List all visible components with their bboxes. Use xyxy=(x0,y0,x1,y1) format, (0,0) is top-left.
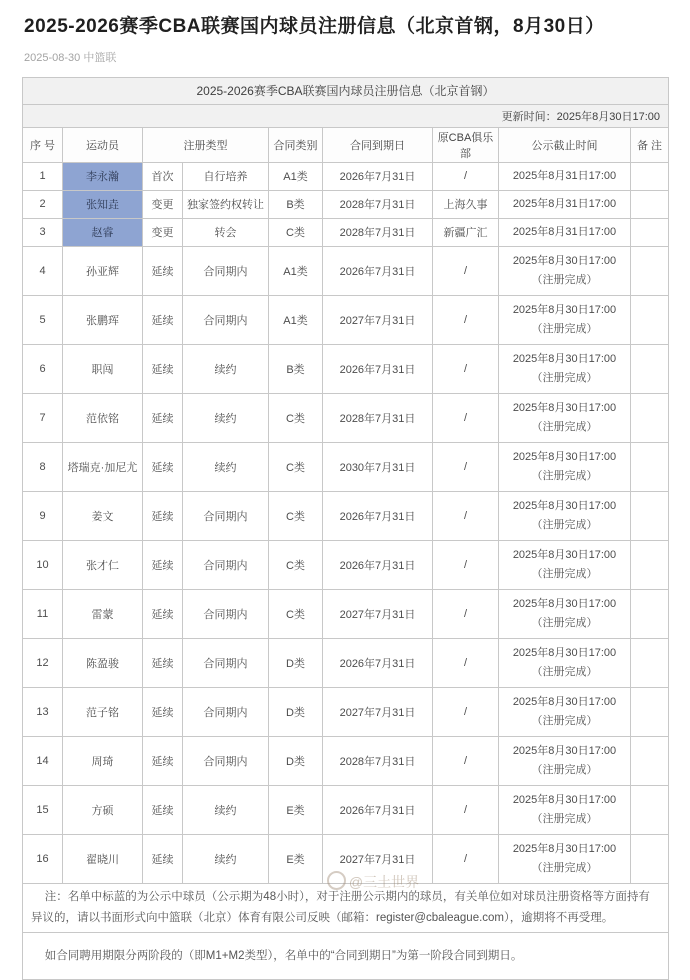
deadline-line2: （注册完成） xyxy=(531,273,598,286)
note-row-2 xyxy=(23,933,669,980)
table-row xyxy=(23,687,669,736)
reg-type: 续约 xyxy=(183,834,269,883)
player-name: 张鹏珲 xyxy=(63,295,143,344)
reg-action: 延续 xyxy=(143,638,183,687)
remark-cell xyxy=(631,736,669,785)
notice-deadline xyxy=(499,393,631,442)
reg-type: 合同期内 xyxy=(183,246,269,295)
notice-deadline xyxy=(499,589,631,638)
contract-expiry: 2027年7月31日 xyxy=(323,687,433,736)
reg-type: 合同期内 xyxy=(183,491,269,540)
reg-action: 延续 xyxy=(143,540,183,589)
contract-expiry: 2026年7月31日 xyxy=(323,162,433,190)
contract-expiry: 2026年7月31日 xyxy=(323,638,433,687)
deadline-line1: 2025年8月31日17:00 xyxy=(512,169,617,182)
contract-class: B类 xyxy=(269,190,323,218)
reg-type: 续约 xyxy=(183,393,269,442)
table-row xyxy=(23,540,669,589)
deadline-line1: 2025年8月30日17:00 xyxy=(512,499,617,512)
reg-type: 合同期内 xyxy=(183,736,269,785)
row-no: 12 xyxy=(23,638,63,687)
deadline-line1: 2025年8月30日17:00 xyxy=(512,793,617,806)
deadline-line2: （注册完成） xyxy=(531,567,598,580)
header-former-club: 原CBA俱乐部 xyxy=(433,127,499,162)
contract-class: D类 xyxy=(269,638,323,687)
contract-expiry: 2028年7月31日 xyxy=(323,218,433,246)
remark-cell xyxy=(631,190,669,218)
reg-type: 合同期内 xyxy=(183,540,269,589)
contract-class: D类 xyxy=(269,687,323,736)
reg-type: 合同期内 xyxy=(183,638,269,687)
table-row xyxy=(23,393,669,442)
former-club: / xyxy=(433,491,499,540)
row-no: 2 xyxy=(23,190,63,218)
reg-type: 合同期内 xyxy=(183,589,269,638)
table-row xyxy=(23,638,669,687)
header-contract-class: 合同类别 xyxy=(269,127,323,162)
page-title: 2025-2026赛季CBA联赛国内球员注册信息（北京首钢，8月30日） xyxy=(24,16,605,37)
table-row xyxy=(23,344,669,393)
deadline-line1: 2025年8月30日17:00 xyxy=(512,646,617,659)
former-club: / xyxy=(433,785,499,834)
contract-class: A1类 xyxy=(269,246,323,295)
deadline-line1: 2025年8月30日17:00 xyxy=(512,842,617,855)
reg-action: 延续 xyxy=(143,785,183,834)
contract-expiry: 2028年7月31日 xyxy=(323,190,433,218)
contract-class: C类 xyxy=(269,491,323,540)
player-name: 姜文 xyxy=(63,491,143,540)
former-club: / xyxy=(433,638,499,687)
deadline-line2: （注册完成） xyxy=(531,763,598,776)
remark-cell xyxy=(631,442,669,491)
reg-action: 延续 xyxy=(143,442,183,491)
player-name: 李永瀚 xyxy=(63,162,143,190)
reg-action: 变更 xyxy=(143,190,183,218)
player-name: 塔瑞克·加尼尤 xyxy=(63,442,143,491)
remark-cell xyxy=(631,589,669,638)
table-row xyxy=(23,442,669,491)
former-club: / xyxy=(433,442,499,491)
reg-action: 延续 xyxy=(143,589,183,638)
deadline-line1: 2025年8月30日17:00 xyxy=(512,695,617,708)
former-club: / xyxy=(433,687,499,736)
reg-type: 转会 xyxy=(183,218,269,246)
deadline-line2: （注册完成） xyxy=(531,665,598,678)
row-no: 9 xyxy=(23,491,63,540)
contract-class: C类 xyxy=(269,442,323,491)
notice-deadline xyxy=(499,442,631,491)
note-text-2: 如合同聘用期限分两阶段的（即M1+M2类型），名单中的“合同到期日”为第一阶段合同到期日。 xyxy=(44,949,523,962)
former-club: / xyxy=(433,393,499,442)
deadline-line2: （注册完成） xyxy=(531,469,598,482)
contract-expiry: 2026年7月31日 xyxy=(323,540,433,589)
reg-action: 变更 xyxy=(143,218,183,246)
notice-deadline xyxy=(499,736,631,785)
notice-deadline xyxy=(499,162,631,190)
deadline-line2: （注册完成） xyxy=(531,371,598,384)
deadline-line1: 2025年8月31日17:00 xyxy=(512,197,617,210)
registration-table xyxy=(22,77,669,980)
notice-deadline xyxy=(499,246,631,295)
contract-class: A1类 xyxy=(269,295,323,344)
reg-type: 独家签约权转让 xyxy=(183,190,269,218)
reg-action: 延续 xyxy=(143,687,183,736)
notice-deadline xyxy=(499,344,631,393)
table-title: 2025-2026赛季CBA联赛国内球员注册信息（北京首钢） xyxy=(23,77,669,104)
remark-cell xyxy=(631,246,669,295)
reg-action: 延续 xyxy=(143,344,183,393)
deadline-line2: （注册完成） xyxy=(531,714,598,727)
contract-expiry: 2027年7月31日 xyxy=(323,295,433,344)
player-name: 陈盈骏 xyxy=(63,638,143,687)
column-header-row xyxy=(23,127,669,162)
table-row xyxy=(23,295,669,344)
row-no: 14 xyxy=(23,736,63,785)
remark-cell xyxy=(631,491,669,540)
contract-expiry: 2026年7月31日 xyxy=(323,344,433,393)
deadline-line1: 2025年8月30日17:00 xyxy=(512,303,617,316)
remark-cell xyxy=(631,785,669,834)
row-no: 11 xyxy=(23,589,63,638)
player-name: 职闯 xyxy=(63,344,143,393)
reg-action: 延续 xyxy=(143,736,183,785)
remark-cell xyxy=(631,218,669,246)
remark-cell xyxy=(631,344,669,393)
remark-cell xyxy=(631,540,669,589)
reg-type: 续约 xyxy=(183,785,269,834)
contract-expiry: 2027年7月31日 xyxy=(323,834,433,883)
registration-table-wrap xyxy=(22,77,668,980)
contract-expiry: 2030年7月31日 xyxy=(323,442,433,491)
player-name: 雷蒙 xyxy=(63,589,143,638)
row-no: 13 xyxy=(23,687,63,736)
table-row xyxy=(23,190,669,218)
player-name: 范子铭 xyxy=(63,687,143,736)
table-row xyxy=(23,218,669,246)
former-club: 上海久事 xyxy=(433,190,499,218)
contract-class: E类 xyxy=(269,834,323,883)
contract-expiry: 2026年7月31日 xyxy=(323,785,433,834)
deadline-line1: 2025年8月30日17:00 xyxy=(512,254,617,267)
reg-action: 延续 xyxy=(143,834,183,883)
notice-deadline xyxy=(499,190,631,218)
reg-type: 合同期内 xyxy=(183,295,269,344)
notice-deadline xyxy=(499,491,631,540)
row-no: 4 xyxy=(23,246,63,295)
notice-deadline xyxy=(499,295,631,344)
remark-cell xyxy=(631,295,669,344)
reg-action: 延续 xyxy=(143,491,183,540)
note-row-1 xyxy=(23,883,669,933)
contract-class: E类 xyxy=(269,785,323,834)
player-name: 张才仁 xyxy=(63,540,143,589)
former-club: / xyxy=(433,246,499,295)
reg-action: 首次 xyxy=(143,162,183,190)
contract-expiry: 2028年7月31日 xyxy=(323,393,433,442)
row-no: 15 xyxy=(23,785,63,834)
deadline-line1: 2025年8月30日17:00 xyxy=(512,352,617,365)
notice-deadline xyxy=(499,218,631,246)
article-page xyxy=(0,14,690,962)
table-row xyxy=(23,162,669,190)
reg-action: 延续 xyxy=(143,393,183,442)
player-name: 张知垚 xyxy=(63,190,143,218)
contract-expiry: 2026年7月31日 xyxy=(323,246,433,295)
reg-type: 合同期内 xyxy=(183,687,269,736)
row-no: 5 xyxy=(23,295,63,344)
remark-cell xyxy=(631,687,669,736)
contract-class: A1类 xyxy=(269,162,323,190)
update-time: 更新时间：2025年8月30日17:00 xyxy=(23,104,669,127)
player-name: 方硕 xyxy=(63,785,143,834)
row-no: 8 xyxy=(23,442,63,491)
header-no: 序 号 xyxy=(23,127,63,162)
deadline-line1: 2025年8月30日17:00 xyxy=(512,744,617,757)
remark-cell xyxy=(631,834,669,883)
contract-expiry: 2028年7月31日 xyxy=(323,736,433,785)
note-text-1: 注：名单中标蓝的为公示中球员（公示期为48小时），对于注册公示期内的球员，有关单位如对球员注册资格等方面持有异议的，请以书面形式向中篮联（北京）体育有限公司反映（邮箱：register@cbaleague.com），逾期将不再受理。 xyxy=(31,890,650,924)
reg-type: 自行培养 xyxy=(183,162,269,190)
deadline-line2: （注册完成） xyxy=(531,812,598,825)
former-club: 新疆广汇 xyxy=(433,218,499,246)
contract-class: D类 xyxy=(269,736,323,785)
reg-action: 延续 xyxy=(143,295,183,344)
remark-cell xyxy=(631,638,669,687)
contract-class: C类 xyxy=(269,218,323,246)
table-row xyxy=(23,736,669,785)
update-time-row xyxy=(23,104,669,127)
deadline-line2: （注册完成） xyxy=(531,518,598,531)
player-name: 翟晓川 xyxy=(63,834,143,883)
deadline-line1: 2025年8月31日17:00 xyxy=(512,225,617,238)
row-no: 3 xyxy=(23,218,63,246)
header-contract-expiry: 合同到期日 xyxy=(323,127,433,162)
notice-deadline xyxy=(499,785,631,834)
contract-class: C类 xyxy=(269,540,323,589)
header-notice-deadline: 公示截止时间 xyxy=(499,127,631,162)
former-club: / xyxy=(433,589,499,638)
contract-class: C类 xyxy=(269,393,323,442)
former-club: / xyxy=(433,834,499,883)
player-name: 孙亚辉 xyxy=(63,246,143,295)
contract-class: B类 xyxy=(269,344,323,393)
table-row xyxy=(23,491,669,540)
notice-deadline xyxy=(499,687,631,736)
watermark-text: @三土世界 xyxy=(348,874,420,890)
header-remark: 备 注 xyxy=(631,127,669,162)
remark-cell xyxy=(631,393,669,442)
table-row xyxy=(23,246,669,295)
deadline-line1: 2025年8月30日17:00 xyxy=(512,548,617,561)
deadline-line2: （注册完成） xyxy=(531,616,598,629)
remark-cell xyxy=(631,162,669,190)
header-reg-type: 注册类型 xyxy=(143,127,269,162)
row-no: 10 xyxy=(23,540,63,589)
table-row xyxy=(23,785,669,834)
former-club: / xyxy=(433,344,499,393)
player-name: 范依铭 xyxy=(63,393,143,442)
row-no: 16 xyxy=(23,834,63,883)
reg-action: 延续 xyxy=(143,246,183,295)
header-player: 运动员 xyxy=(63,127,143,162)
deadline-line2: （注册完成） xyxy=(531,322,598,335)
reg-type: 续约 xyxy=(183,442,269,491)
deadline-line1: 2025年8月30日17:00 xyxy=(512,401,617,414)
player-name: 周琦 xyxy=(63,736,143,785)
row-no: 7 xyxy=(23,393,63,442)
row-no: 1 xyxy=(23,162,63,190)
former-club: / xyxy=(433,736,499,785)
notice-deadline xyxy=(499,638,631,687)
contract-expiry: 2026年7月31日 xyxy=(323,491,433,540)
contract-class: C类 xyxy=(269,589,323,638)
table-row xyxy=(23,589,669,638)
former-club: / xyxy=(433,162,499,190)
contract-expiry: 2027年7月31日 xyxy=(323,589,433,638)
deadline-line2: （注册完成） xyxy=(531,420,598,433)
notice-deadline xyxy=(499,540,631,589)
table-row xyxy=(23,834,669,883)
former-club: / xyxy=(433,540,499,589)
deadline-line2: （注册完成） xyxy=(531,861,598,874)
reg-type: 续约 xyxy=(183,344,269,393)
player-name: 赵睿 xyxy=(63,218,143,246)
deadline-line1: 2025年8月30日17:00 xyxy=(512,450,617,463)
row-no: 6 xyxy=(23,344,63,393)
table-title-row xyxy=(23,77,669,104)
former-club: / xyxy=(433,295,499,344)
post-date-source: 2025-08-30 中篮联 xyxy=(24,51,117,64)
notice-deadline xyxy=(499,834,631,883)
deadline-line1: 2025年8月30日17:00 xyxy=(512,597,617,610)
